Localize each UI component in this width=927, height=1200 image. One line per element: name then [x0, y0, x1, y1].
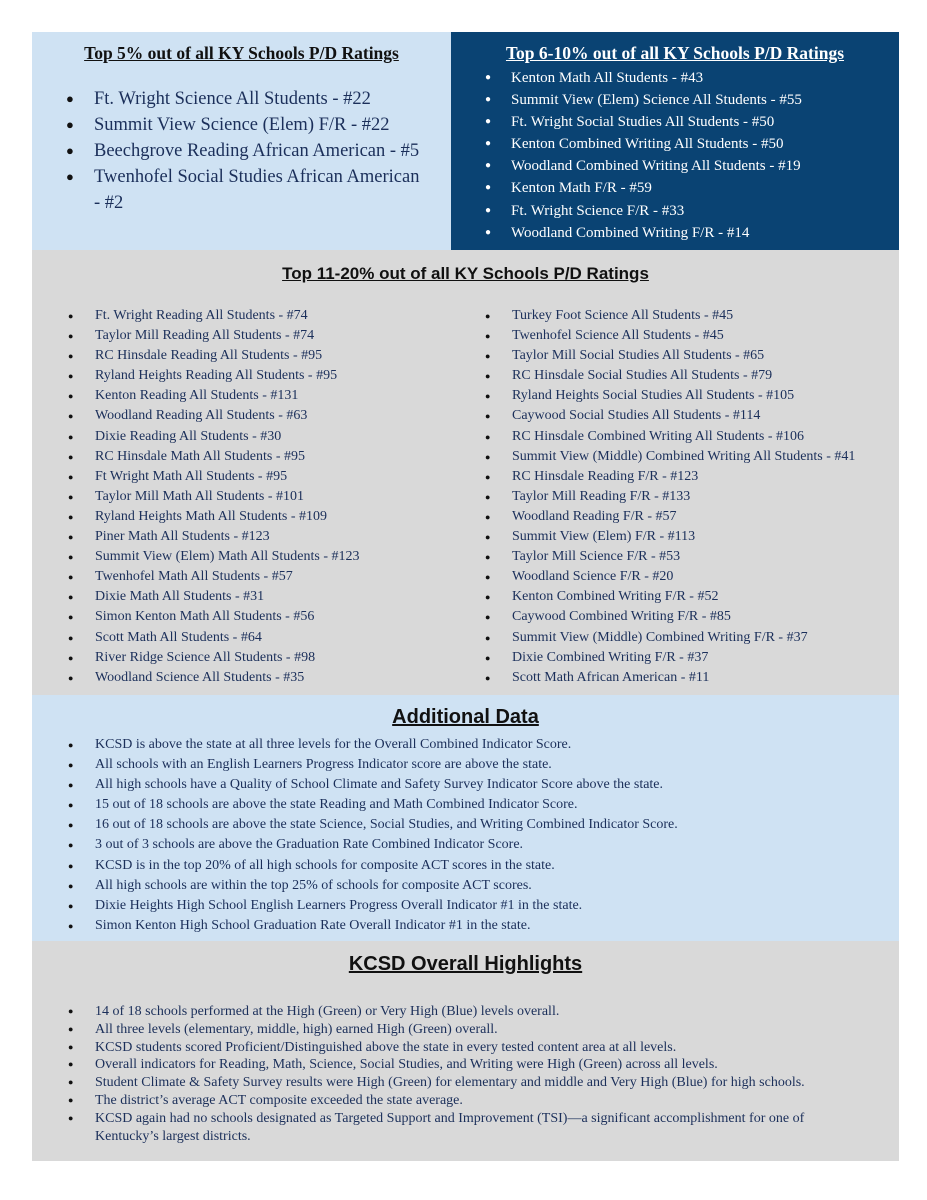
- highlight-item: ● Student Climate & Safety Survey results were High (Green) for elementary and middle and Very High (Blue) for high schools.: [68, 1074, 868, 1092]
- top11-20-item: ● Taylor Mill Science F/R - #53: [485, 547, 897, 567]
- top11-20-item: ● RC Hinsdale Combined Writing All Students - #106: [485, 427, 897, 447]
- top5-title: Top 5% out of all KY Schools P/D Ratings: [84, 43, 399, 63]
- top11-20-item: ● Woodland Science All Students - #35: [68, 668, 468, 688]
- top11-20-item: ● Woodland Reading F/R - #57: [485, 507, 897, 527]
- additional-data-item: ● KCSD is above the state at all three levels for the Overall Combined Indicator Score.: [68, 735, 888, 755]
- highlight-item: ● KCSD again had no schools designated as Targeted Support and Improvement (TSI)—a significant accomplishment for one of Kentucky’s largest districts.: [68, 1110, 868, 1146]
- top11-20-item: ● Ryland Heights Reading All Students - #95: [68, 366, 468, 386]
- top5-item: ● Ft. Wright Science All Students - #22: [66, 86, 426, 112]
- top11-20-item: ● Dixie Reading All Students - #30: [68, 427, 468, 447]
- top11-20-item: ● Summit View (Middle) Combined Writing All Students - #41: [485, 447, 897, 467]
- top11-20-item: ● Taylor Mill Reading All Students - #74: [68, 326, 468, 346]
- top11-20-item: ● Ft. Wright Reading All Students - #74: [68, 306, 468, 326]
- top11-20-item: ● Ryland Heights Math All Students - #109: [68, 507, 468, 527]
- top6-10-item: ● Summit View (Elem) Science All Students - #55: [485, 89, 895, 111]
- top11-20-item: ● Taylor Mill Math All Students - #101: [68, 487, 468, 507]
- top6-10-box: [451, 32, 899, 250]
- top11-20-item: ● Kenton Reading All Students - #131: [68, 386, 468, 406]
- overall-highlights-list: [68, 1003, 868, 1145]
- top6-10-item: ● Woodland Combined Writing All Students - #19: [485, 155, 895, 177]
- top11-20-item: ● River Ridge Science All Students - #98: [68, 648, 468, 668]
- additional-data-item: ● Simon Kenton High School Graduation Rate Overall Indicator #1 in the state.: [68, 916, 888, 936]
- top6-10-item: ● Kenton Math F/R - #59: [485, 177, 895, 199]
- top11-20-item: ● Scott Math African American - #11: [485, 668, 897, 688]
- top11-20-item: ● Dixie Combined Writing F/R - #37: [485, 648, 897, 668]
- top5-list: [66, 86, 426, 216]
- top11-20-section: [32, 250, 899, 695]
- additional-data-item: ● 15 out of 18 schools are above the state Reading and Math Combined Indicator Score.: [68, 795, 888, 815]
- report-page: [32, 32, 899, 1161]
- top11-20-item: ● Twenhofel Science All Students - #45: [485, 326, 897, 346]
- additional-data-item: ● KCSD is in the top 20% of all high schools for composite ACT scores in the state.: [68, 856, 888, 876]
- top5-item: ● Twenhofel Social Studies African American - #2: [66, 164, 426, 216]
- top6-10-item: ● Woodland Combined Writing F/R - #14: [485, 222, 895, 244]
- top11-20-item: ● Turkey Foot Science All Students - #45: [485, 306, 897, 326]
- additional-data-item: ● 3 out of 3 schools are above the Graduation Rate Combined Indicator Score.: [68, 835, 888, 855]
- highlight-item: ● KCSD students scored Proficient/Distinguished above the state in every tested content area at all levels.: [68, 1039, 868, 1057]
- top6-10-list: [485, 67, 895, 244]
- highlight-item: ● The district’s average ACT composite exceeded the state average.: [68, 1092, 868, 1110]
- top11-20-item: ● RC Hinsdale Math All Students - #95: [68, 447, 468, 467]
- top11-20-left-list: [68, 306, 468, 688]
- top11-20-item: ● Kenton Combined Writing F/R - #52: [485, 587, 897, 607]
- top11-20-item: ● Scott Math All Students - #64: [68, 628, 468, 648]
- additional-data-list: [68, 735, 888, 936]
- highlight-item: ● All three levels (elementary, middle, high) earned High (Green) overall.: [68, 1021, 868, 1039]
- additional-data-item: ● 16 out of 18 schools are above the state Science, Social Studies, and Writing Combined Indicator Score.: [68, 815, 888, 835]
- top6-10-item: ● Ft. Wright Science F/R - #33: [485, 200, 895, 222]
- top11-20-item: ● Summit View (Middle) Combined Writing F/R - #37: [485, 628, 897, 648]
- top-ratings-row: [32, 32, 899, 250]
- additional-data-section: [32, 695, 899, 941]
- additional-data-title: Additional Data: [392, 706, 539, 728]
- top11-20-item: ● Taylor Mill Reading F/R - #133: [485, 487, 897, 507]
- top6-10-item: ● Kenton Combined Writing All Students - #50: [485, 133, 895, 155]
- top11-20-item: ● Ryland Heights Social Studies All Students - #105: [485, 386, 897, 406]
- top11-20-item: ● RC Hinsdale Social Studies All Students - #79: [485, 366, 897, 386]
- highlight-item: ● Overall indicators for Reading, Math, Science, Social Studies, and Writing were High (Green) across all levels.: [68, 1056, 868, 1074]
- top11-20-item: ● RC Hinsdale Reading All Students - #95: [68, 346, 468, 366]
- top5-item: ● Beechgrove Reading African American - #5: [66, 138, 426, 164]
- top11-20-item: ● Twenhofel Math All Students - #57: [68, 567, 468, 587]
- additional-data-item: ● All high schools are within the top 25% of schools for composite ACT scores.: [68, 876, 888, 896]
- overall-highlights-title: KCSD Overall Highlights: [348, 953, 583, 975]
- top11-20-item: ● RC Hinsdale Reading F/R - #123: [485, 467, 897, 487]
- top11-20-item: ● Ft Wright Math All Students - #95: [68, 467, 468, 487]
- top11-20-item: ● Summit View (Elem) Math All Students - #123: [68, 547, 468, 567]
- top11-20-item: ● Woodland Science F/R - #20: [485, 567, 897, 587]
- additional-data-item: ● Dixie Heights High School English Learners Progress Overall Indicator #1 in the state.: [68, 896, 888, 916]
- top11-20-title: Top 11-20% out of all KY Schools P/D Ratings: [282, 264, 649, 283]
- top11-20-item: ● Woodland Reading All Students - #63: [68, 406, 468, 426]
- top11-20-right-list: [485, 306, 897, 688]
- top5-item: ● Summit View Science (Elem) F/R - #22: [66, 112, 426, 138]
- overall-highlights-section: [32, 941, 899, 1161]
- top6-10-item: ● Ft. Wright Social Studies All Students - #50: [485, 111, 895, 133]
- top6-10-item: ● Kenton Math All Students - #43: [485, 67, 895, 89]
- top11-20-item: ● Caywood Social Studies All Students - #114: [485, 406, 897, 426]
- top11-20-item: ● Dixie Math All Students - #31: [68, 587, 468, 607]
- top11-20-item: ● Piner Math All Students - #123: [68, 527, 468, 547]
- top11-20-item: ● Caywood Combined Writing F/R - #85: [485, 607, 897, 627]
- highlight-item: ● 14 of 18 schools performed at the High (Green) or Very High (Blue) levels overall.: [68, 1003, 868, 1021]
- top6-10-title: Top 6-10% out of all KY Schools P/D Ratings: [505, 43, 845, 63]
- additional-data-item: ● All high schools have a Quality of School Climate and Safety Survey Indicator Score above the state.: [68, 775, 888, 795]
- additional-data-item: ● All schools with an English Learners Progress Indicator score are above the state.: [68, 755, 888, 775]
- top11-20-item: ● Taylor Mill Social Studies All Students - #65: [485, 346, 897, 366]
- top5-box: [32, 32, 451, 250]
- top11-20-item: ● Summit View (Elem) F/R - #113: [485, 527, 897, 547]
- top11-20-item: ● Simon Kenton Math All Students - #56: [68, 607, 468, 627]
